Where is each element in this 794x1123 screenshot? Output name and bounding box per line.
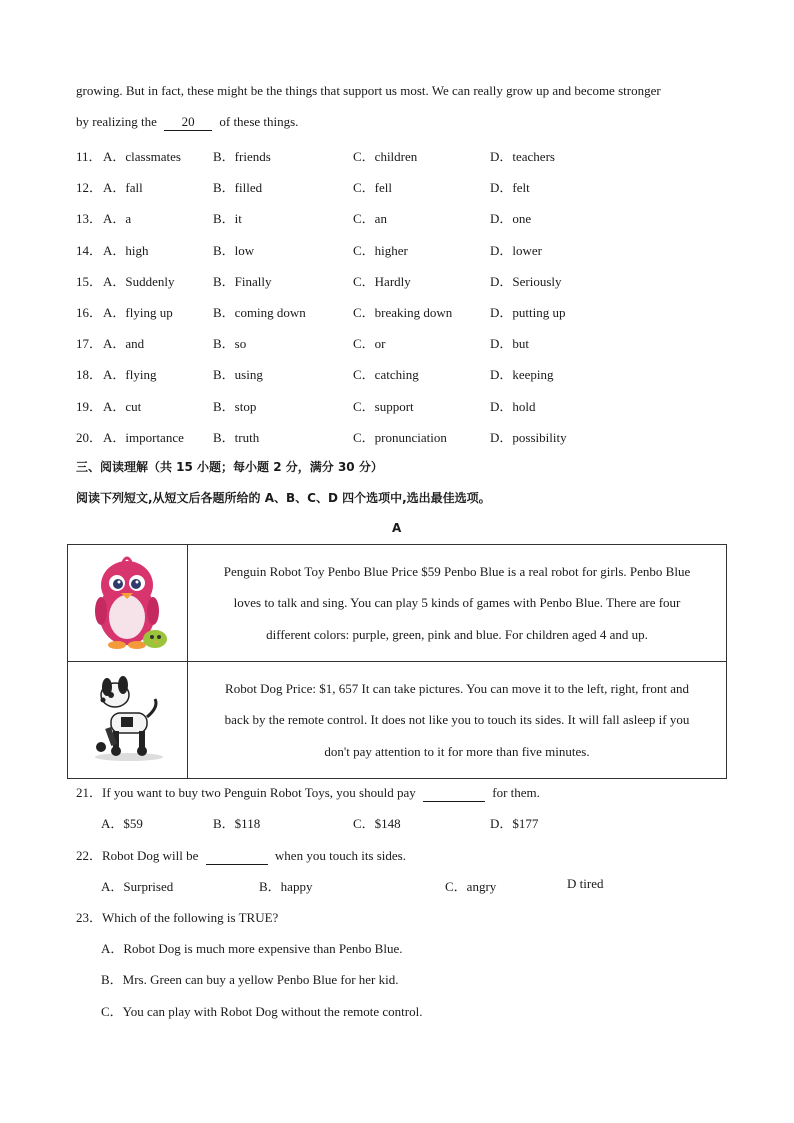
option-c[interactable]: C．breaking down [353,305,453,320]
question-number: 16． [76,305,103,320]
penguin-robot-icon [83,551,173,651]
passage-line-2 [76,114,298,131]
cloze-question-row [76,208,716,226]
option-c[interactable]: C．pronunciation [353,429,447,445]
cloze-question-row [76,396,716,414]
question-22 [76,845,406,865]
passage-label: A [392,521,402,535]
q21-option-b[interactable]: B．$118 [213,816,261,831]
option-d[interactable]: D．lower [490,242,542,258]
option-a[interactable]: A．flying [103,367,157,383]
passage-line-1: growing. But in fact, these might be the things that support us most. We can really grow up and become stronger [76,83,661,98]
option-a[interactable]: A．importance [103,429,184,445]
cloze-question-row [76,146,716,164]
option-a[interactable]: A．high [103,242,149,258]
penguin-desc-line-3: different colors: purple, green, pink and blue. For children aged 4 and up. [266,626,648,642]
option-c[interactable]: C．support [353,398,414,414]
question-number: 20． [76,429,103,445]
option-b[interactable]: B．Finally [213,273,272,289]
option-c[interactable]: C．or [353,336,386,352]
q23-option-a[interactable]: A．Robot Dog is much more expensive than Penbo Blue. [101,941,403,956]
table-row-dog [68,662,727,779]
option-c[interactable]: C．catching [353,367,419,383]
q22-stem-after: when you touch its sides. [274,848,406,863]
option-c[interactable]: C．an [353,211,387,227]
passage-text-before-blank: by realizing the [76,114,157,129]
option-b[interactable]: B．low [213,242,255,258]
question-number: 18． [76,367,103,383]
option-a[interactable]: A．and [103,336,145,352]
dog-image-cell [68,662,188,779]
q22-stem-before: 22．Robot Dog will be [76,848,199,863]
question-number: 17． [76,336,103,352]
q22-option-c[interactable]: C．angry [445,879,497,894]
table-row-penguin [68,545,727,662]
question-number: 15． [76,273,103,289]
option-d[interactable]: D．but [490,336,530,352]
q21-option-d[interactable]: D．$177 [490,816,539,831]
q21-option-a[interactable]: A．$59 [101,816,143,831]
penguin-description [188,545,727,662]
option-b[interactable]: B．so [213,336,247,352]
option-d[interactable]: D．hold [490,398,536,414]
option-c[interactable]: C．Hardly [353,273,411,289]
robot-dog-icon [83,673,173,763]
option-d[interactable]: D．Seriously [490,273,562,289]
q21-option-c[interactable]: C．$148 [353,816,401,831]
q22-blank [206,848,268,865]
q22-option-b[interactable]: B．happy [259,879,313,894]
blank-20: 20 [164,114,212,131]
robot-ad-table [67,544,727,779]
dog-desc-line-2: back by the remote control. It does not like you to touch its sides. It will fall asleep if you [224,712,690,728]
q22-option-d[interactable]: D tired [567,876,604,891]
q21-stem-before: 21．If you want to buy two Penguin Robot Toys, you should pay [76,785,416,800]
cloze-question-row [76,271,716,289]
q22-option-a[interactable]: A．Surprised [101,879,174,894]
option-c[interactable]: C．fell [353,180,392,196]
option-b[interactable]: B．coming down [213,305,306,320]
dog-desc-line-3: don't pay attention to it for more than five minutes. [324,743,590,759]
option-a[interactable]: A．fall [103,180,143,196]
question-23-stem: 23．Which of the following is TRUE? [76,910,279,925]
option-d[interactable]: D．one [490,211,532,227]
question-number: 13． [76,211,103,227]
passage-text-after-blank: of these things. [219,114,299,129]
cloze-question-row [76,333,716,351]
cloze-question-row [76,177,716,195]
penguin-desc-line-2: loves to talk and sing. You can play 5 kinds of games with Penbo Blue. There are four [233,595,681,611]
q23-option-b[interactable]: B．Mrs. Green can buy a yellow Penbo Blue for her kid. [101,972,399,987]
option-a[interactable]: A．flying up [103,305,173,320]
option-d[interactable]: D．felt [490,180,530,196]
q23-option-c[interactable]: C．You can play with Robot Dog without the remote control. [101,1004,423,1019]
penguin-image-cell [68,545,188,662]
dog-description [188,662,727,779]
cloze-question-row [76,427,716,445]
option-d[interactable]: D．keeping [490,367,554,383]
question-number: 19． [76,398,103,414]
option-b[interactable]: B．using [213,367,263,383]
option-d[interactable]: D．possibility [490,429,567,445]
option-b[interactable]: B．truth [213,429,260,445]
q21-options [76,813,716,831]
option-d[interactable]: D．teachers [490,149,555,164]
question-number: 11． [76,149,102,164]
question-number: 12． [76,180,103,196]
option-a[interactable]: A．cut [103,398,142,414]
q22-options [76,876,716,894]
section-3-instruction: 阅读下列短文,从短文后各题所给的 A、B、C、D 四个选项中,选出最佳选项。 [76,491,491,505]
option-b[interactable]: B．it [213,211,242,227]
option-d[interactable]: D．putting up [490,305,566,320]
dog-desc-line-1: Robot Dog Price: $1, 657 It can take pictures. You can move it to the left, right, front and [225,680,689,696]
question-21 [76,782,540,802]
option-b[interactable]: B．stop [213,398,257,414]
option-c[interactable]: C．children [353,149,418,164]
question-number: 14． [76,242,103,258]
cloze-question-row [76,302,716,320]
option-c[interactable]: C．higher [353,242,408,258]
q21-stem-after: for them. [492,785,540,800]
cloze-question-row [76,364,716,382]
option-a[interactable]: A．a [103,211,132,227]
option-a[interactable]: A．Suddenly [103,273,175,289]
penguin-desc-line-1: Penguin Robot Toy Penbo Blue Price $59 Penbo Blue is a real robot for girls. Penbo Blue [223,563,691,579]
option-b[interactable]: B．friends [213,149,271,164]
section-3-heading: 三、阅读理解（共 15 小题；每小题 2 分，满分 30 分） [76,460,383,474]
cloze-question-row [76,240,716,258]
option-a[interactable]: A．classmates [103,149,181,164]
q21-blank [423,785,485,802]
option-b[interactable]: B．filled [213,180,263,196]
